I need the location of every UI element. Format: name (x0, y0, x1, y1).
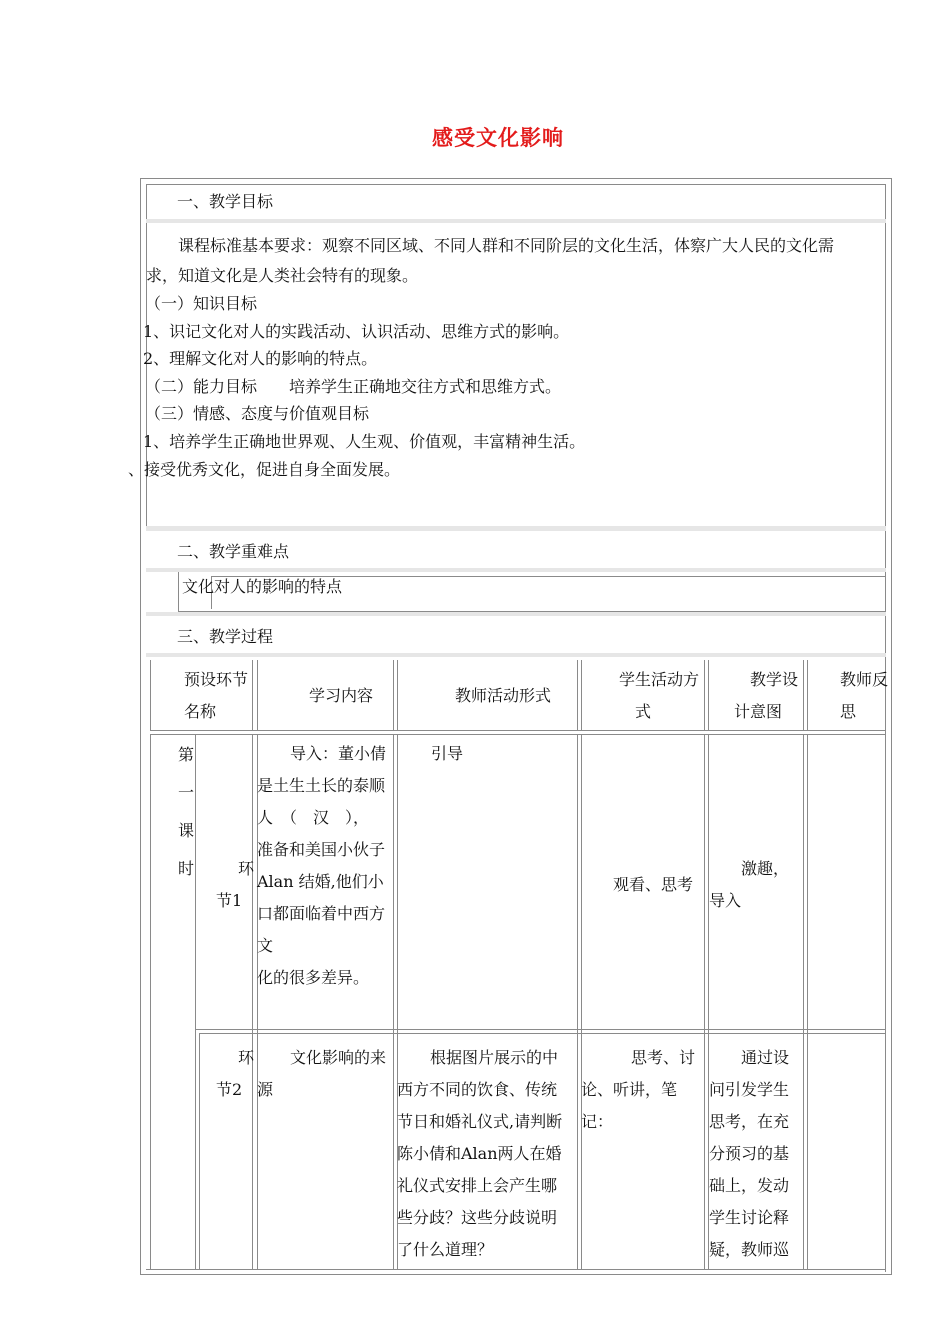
hdr-student-2: 式 (635, 702, 652, 721)
section1-divider (146, 219, 886, 223)
hdr-col-3-left (397, 660, 398, 730)
section2-divider (146, 526, 886, 531)
row1-step-a: 环 (238, 859, 255, 878)
body-col-step-right (252, 734, 253, 1269)
hdr-col-3-right (577, 660, 578, 730)
hdr-col-1-left (150, 660, 151, 730)
table-border-bottom (140, 1274, 892, 1275)
row2-teacher-1: 根据图片展示的中 (430, 1048, 559, 1067)
row1-intent-1: 激趣， (741, 859, 790, 878)
lesson-char-1: 第 (177, 745, 194, 764)
hdr-col-1-right (252, 660, 253, 730)
row1-content-4: 准备和美国小伙子 (257, 840, 386, 859)
emotion-goal-heading: （三）情感、态度与价值观目标 (145, 404, 370, 423)
body-col-student-right (704, 734, 705, 1269)
row2-intent-7: 疑，教师巡 (709, 1240, 790, 1259)
hdr-col-4-left (581, 660, 582, 730)
row2-step-b: 节2 (216, 1080, 243, 1099)
hdr-bottom (150, 730, 885, 731)
table-border-right-inner (885, 184, 886, 1272)
hdr-col-2-left (257, 660, 258, 730)
table-border-left (140, 178, 141, 1275)
hdr-col-6-left (807, 660, 808, 730)
table-border-top (140, 178, 892, 179)
row2-teacher-6: 些分歧？这些分歧说明 (397, 1208, 558, 1227)
section2-heading: 二、教学重难点 (177, 542, 290, 561)
hdr-col-2-right (393, 660, 394, 730)
row2-intent-6: 学生讨论释 (709, 1208, 790, 1227)
table-border-top-inner (146, 184, 886, 185)
row1-teacher: 引导 (431, 744, 464, 763)
knowledge-goal-2: 2、理解文化对人的影响的特点。 (143, 349, 378, 368)
row2-top (199, 1033, 885, 1034)
row2-intent-5: 础上，发动 (709, 1176, 790, 1195)
body-step-inner-left (199, 1033, 200, 1269)
hdr-intent-2: 计意图 (734, 702, 783, 721)
knowledge-goal-heading: （一）知识目标 (145, 294, 258, 313)
emotion-goal-1: 1、培养学生正确地世界观、人生观、价值观，丰富精神生活。 (143, 432, 586, 451)
section2-cell-left (178, 572, 179, 612)
document-title: 感受文化影响 (432, 125, 564, 150)
key-point-text: 文化对人的影响的特点 (182, 577, 343, 596)
row1-content-2: 是土生土长的泰顺 (257, 776, 386, 795)
ability-goal: （二）能力目标 培养学生正确地交往方式和思维方式。 (145, 377, 562, 396)
row1-intent-2: 导入 (709, 891, 742, 910)
process-table-top (146, 653, 886, 657)
section1-heading: 一、教学目标 (177, 192, 274, 211)
hdr-teacher: 教师活动形式 (455, 686, 552, 705)
body-col-student-left (581, 734, 582, 1269)
lesson-char-2: 一 (177, 783, 194, 802)
row1-student: 观看、思考 (613, 875, 694, 894)
row2-teacher-7: 了什么道理？ (397, 1240, 494, 1259)
row1-bottom (195, 1029, 885, 1030)
row1-content-7: 文 (257, 936, 274, 955)
table-border-right (891, 178, 892, 1275)
hdr-step-name-1: 预设环节 (184, 670, 249, 689)
row1-content-8: 化的很多差异。 (257, 968, 370, 987)
hdr-col-4-right (704, 660, 705, 730)
row1-content-5: Alan 结婚,他们小 (257, 872, 384, 891)
row2-student-1: 思考、讨 (631, 1048, 696, 1067)
row2-content-2: 源 (257, 1080, 274, 1099)
hdr-step-name-2: 名称 (184, 702, 217, 721)
hdr-col-5-left (708, 660, 709, 730)
lesson-col-left (150, 734, 151, 1269)
hdr-intent-1: 教学设 (750, 670, 799, 689)
table-border-bottom-inner (146, 1269, 886, 1270)
standard-line-1: 课程标准基本要求：观察不同区域、不同人群和不同阶层的文化生活，体察广大人民的文化需 (178, 236, 835, 255)
standard-line-2: 求，知道文化是人类社会特有的现象。 (146, 266, 419, 285)
row2-intent-1: 通过设 (741, 1048, 790, 1067)
row2-teacher-2: 西方不同的饮食、传统 (397, 1080, 558, 1099)
hdr-col-5-right (803, 660, 804, 730)
row1-content-1: 导入：董小倩 (290, 744, 387, 763)
row2-student-2: 论、听讲，笔 (581, 1080, 678, 1099)
lesson-char-4: 时 (177, 859, 194, 878)
row2-teacher-4: 陈小倩和Alan两人在婚 (397, 1144, 562, 1163)
row2-teacher-3: 节日和婚礼仪式,请判断 (397, 1112, 563, 1131)
emotion-goal-2: 、接受优秀文化，促进自身全面发展。 (128, 460, 401, 479)
body-col-intent-right (803, 734, 804, 1269)
hdr-student-1: 学生活动方 (619, 670, 700, 689)
row2-teacher-5: 礼仪式安排上会产生哪 (397, 1176, 558, 1195)
row2-content-1: 文化影响的来 (290, 1048, 387, 1067)
row2-intent-4: 分预习的基 (709, 1144, 790, 1163)
hdr-reflect-1: 教师反 (840, 670, 889, 689)
row1-step-b: 节1 (216, 891, 243, 910)
section3-heading: 三、教学过程 (177, 627, 274, 646)
hdr-reflect-2: 思 (840, 702, 857, 721)
lesson-char-3: 课 (177, 821, 194, 840)
row2-intent-2: 问引发学生 (709, 1080, 790, 1099)
hdr-content: 学习内容 (309, 686, 374, 705)
body-col-teacher-right (577, 734, 578, 1269)
row1-content-3: 人 （ 汉 ）， (257, 808, 370, 827)
body-col-content-right (393, 734, 394, 1269)
body-top (150, 734, 885, 735)
row2-student-3: 记： (581, 1112, 614, 1131)
section3-divider (146, 612, 886, 616)
body-col-reflect-left (807, 734, 808, 1269)
row2-step-a: 环 (238, 1048, 255, 1067)
row1-content-6: 口都面临着中西方 (257, 904, 386, 923)
knowledge-goal-1: 1、识记文化对人的实践活动、认识活动、思维方式的影响。 (143, 322, 570, 341)
row2-intent-3: 思考，在充 (709, 1112, 790, 1131)
